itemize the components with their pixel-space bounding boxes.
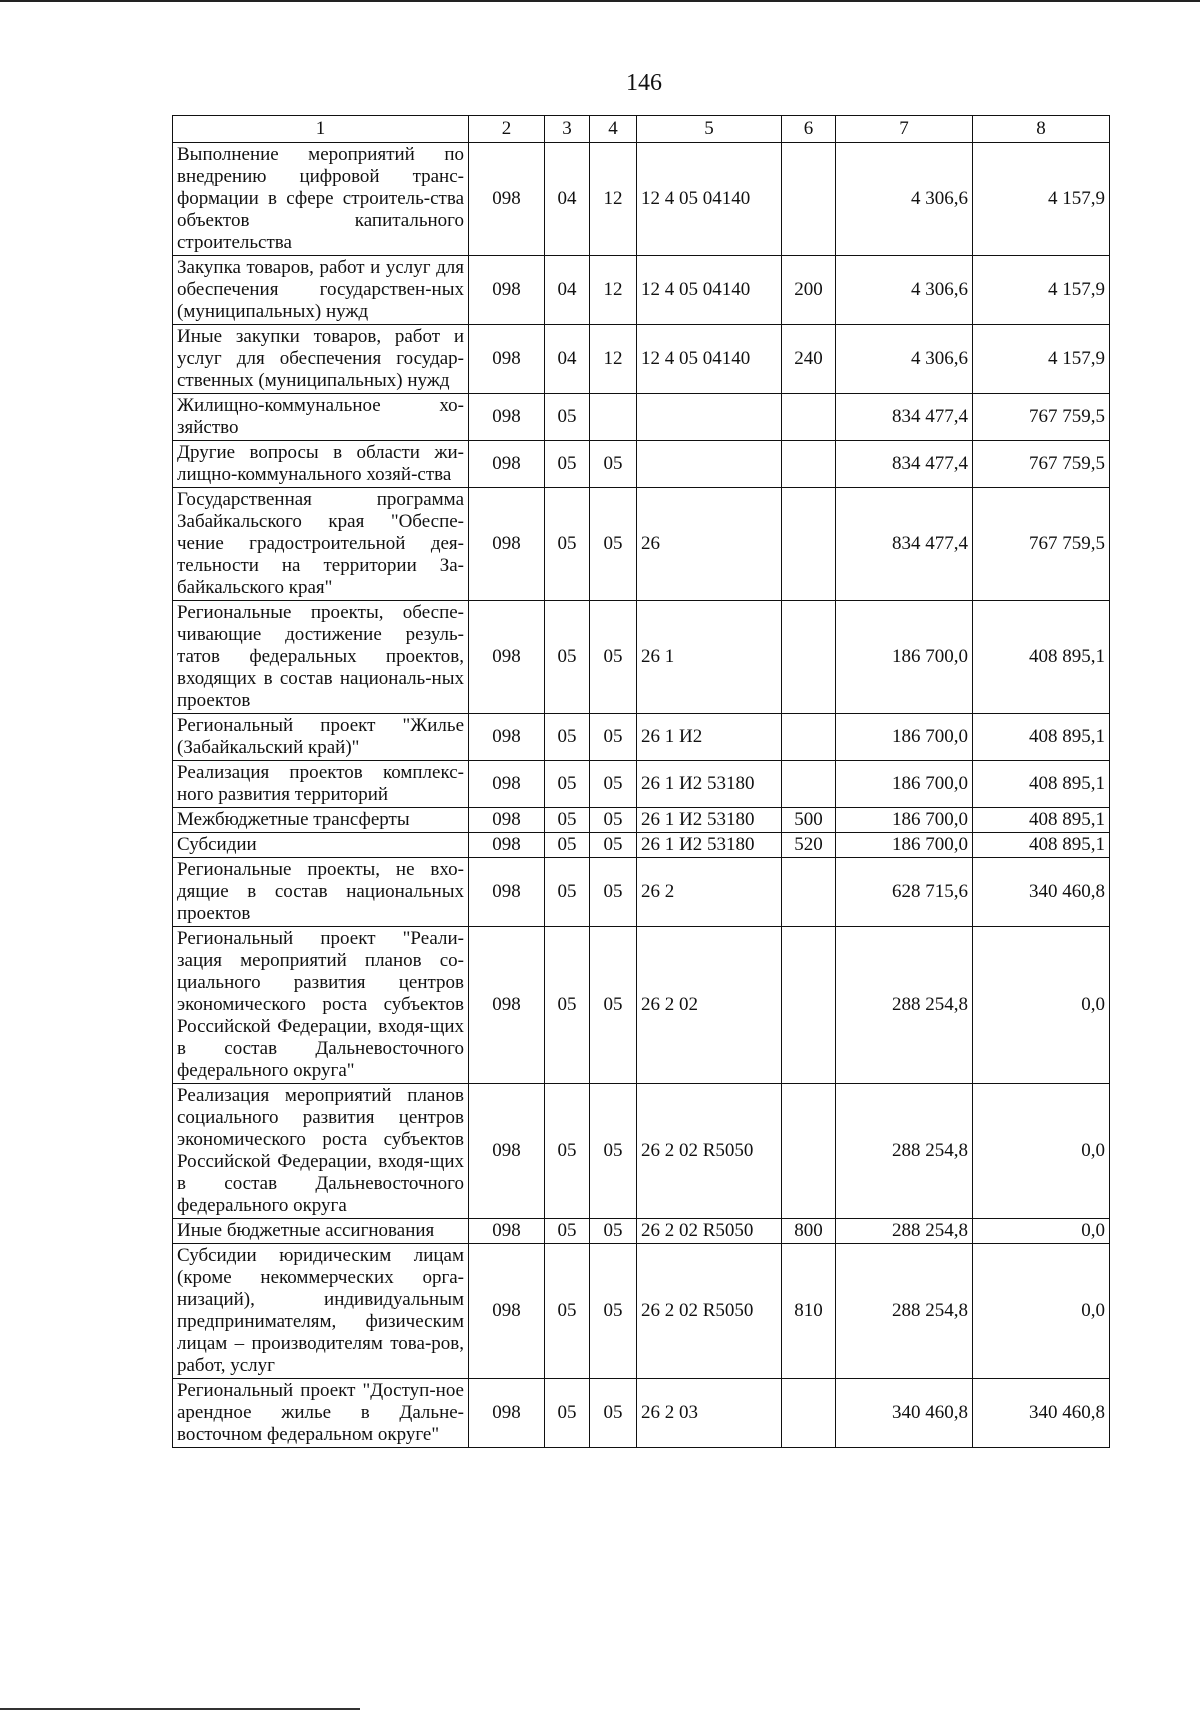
item-name: Региональные проекты, обеспе-чивающие достижение резуль-татов федеральных проектов, входящих в состав националь-ных проектов <box>173 601 469 714</box>
section-code: 05 <box>545 927 590 1084</box>
table-row <box>173 858 1110 927</box>
section-code: 04 <box>545 256 590 325</box>
amount-col8: 4 157,9 <box>973 256 1110 325</box>
column-header: 4 <box>590 116 637 143</box>
item-name: Региональный проект "Жилье (Забайкальский край)" <box>173 714 469 761</box>
amount-col7: 186 700,0 <box>836 761 973 808</box>
scan-edge-bottom <box>0 1708 360 1710</box>
ministry-code: 098 <box>469 488 545 601</box>
section-code: 04 <box>545 143 590 256</box>
ministry-code: 098 <box>469 143 545 256</box>
subsection-code <box>590 394 637 441</box>
table-row <box>173 1244 1110 1379</box>
item-name: Субсидии юридическим лицам (кроме некоммерческих орга-низаций), индивидуальным предпринимателям, физическим лицам – производителям това-ров, работ, услуг <box>173 1244 469 1379</box>
budget-table <box>172 115 1110 1448</box>
column-header: 1 <box>173 116 469 143</box>
table-row <box>173 1084 1110 1219</box>
amount-col7: 288 254,8 <box>836 927 973 1084</box>
subsection-code: 05 <box>590 1084 637 1219</box>
target-article <box>637 394 782 441</box>
column-header: 5 <box>637 116 782 143</box>
target-article: 26 2 03 <box>637 1379 782 1448</box>
subsection-code: 05 <box>590 808 637 833</box>
section-code: 05 <box>545 1084 590 1219</box>
section-code: 05 <box>545 488 590 601</box>
expense-type <box>782 1379 836 1448</box>
item-name: Другие вопросы в области жи-лищно-коммунального хозяй-ства <box>173 441 469 488</box>
item-name: Региональные проекты, не вхо-дящие в состав национальных проектов <box>173 858 469 927</box>
target-article: 26 1 И2 <box>637 714 782 761</box>
amount-col7: 834 477,4 <box>836 441 973 488</box>
target-article: 26 2 02 R5050 <box>637 1084 782 1219</box>
expense-type: 240 <box>782 325 836 394</box>
ministry-code: 098 <box>469 1379 545 1448</box>
column-header: 8 <box>973 116 1110 143</box>
target-article: 26 1 <box>637 601 782 714</box>
amount-col7: 186 700,0 <box>836 833 973 858</box>
amount-col8: 408 895,1 <box>973 833 1110 858</box>
section-code: 05 <box>545 761 590 808</box>
amount-col8: 0,0 <box>973 1084 1110 1219</box>
subsection-code: 05 <box>590 441 637 488</box>
amount-col7: 288 254,8 <box>836 1084 973 1219</box>
subsection-code: 05 <box>590 858 637 927</box>
amount-col8: 340 460,8 <box>973 1379 1110 1448</box>
item-name: Иные закупки товаров, работ и услуг для обеспечения государ-ственных (муниципальных) нужд <box>173 325 469 394</box>
item-name: Региональный проект "Доступ-ное арендное жилье в Дальне-восточном федеральном округе" <box>173 1379 469 1448</box>
section-code: 05 <box>545 1379 590 1448</box>
subsection-code: 05 <box>590 714 637 761</box>
ministry-code: 098 <box>469 325 545 394</box>
subsection-code: 05 <box>590 1244 637 1379</box>
section-code: 05 <box>545 858 590 927</box>
target-article <box>637 441 782 488</box>
subsection-code: 12 <box>590 256 637 325</box>
target-article: 26 2 02 R5050 <box>637 1219 782 1244</box>
column-header: 6 <box>782 116 836 143</box>
amount-col8: 767 759,5 <box>973 441 1110 488</box>
item-name: Закупка товаров, работ и услуг для обеспечения государствен-ных (муниципальных) нужд <box>173 256 469 325</box>
amount-col7: 628 715,6 <box>836 858 973 927</box>
table-row <box>173 441 1110 488</box>
subsection-code: 05 <box>590 601 637 714</box>
target-article: 26 2 02 <box>637 927 782 1084</box>
subsection-code: 05 <box>590 1219 637 1244</box>
section-code: 05 <box>545 808 590 833</box>
table-row <box>173 256 1110 325</box>
item-name: Реализация мероприятий планов социального развития центров экономического роста субъектов Российской Федерации, входя-щих в состав Дальневосточного федерального округа <box>173 1084 469 1219</box>
subsection-code: 05 <box>590 927 637 1084</box>
section-code: 05 <box>545 833 590 858</box>
amount-col8: 340 460,8 <box>973 858 1110 927</box>
item-name: Межбюджетные трансферты <box>173 808 469 833</box>
expense-type: 800 <box>782 1219 836 1244</box>
ministry-code: 098 <box>469 1244 545 1379</box>
expense-type <box>782 714 836 761</box>
scan-edge-top <box>0 0 1200 2</box>
column-number-row <box>173 116 1110 143</box>
expense-type <box>782 761 836 808</box>
ministry-code: 098 <box>469 441 545 488</box>
target-article: 12 4 05 04140 <box>637 325 782 394</box>
target-article: 26 1 И2 53180 <box>637 833 782 858</box>
amount-col7: 4 306,6 <box>836 143 973 256</box>
expense-type <box>782 488 836 601</box>
ministry-code: 098 <box>469 833 545 858</box>
item-name: Иные бюджетные ассигнования <box>173 1219 469 1244</box>
ministry-code: 098 <box>469 858 545 927</box>
amount-col8: 4 157,9 <box>973 143 1110 256</box>
expense-type <box>782 927 836 1084</box>
table-row <box>173 394 1110 441</box>
table-row <box>173 601 1110 714</box>
table-row <box>173 488 1110 601</box>
page-number: 146 <box>626 70 662 96</box>
section-code: 05 <box>545 714 590 761</box>
table-row <box>173 833 1110 858</box>
amount-col7: 834 477,4 <box>836 488 973 601</box>
table-row <box>173 1379 1110 1448</box>
amount-col7: 340 460,8 <box>836 1379 973 1448</box>
expense-type: 810 <box>782 1244 836 1379</box>
amount-col8: 4 157,9 <box>973 325 1110 394</box>
expense-type: 500 <box>782 808 836 833</box>
amount-col8: 408 895,1 <box>973 601 1110 714</box>
table-row <box>173 714 1110 761</box>
section-code: 05 <box>545 1244 590 1379</box>
expense-type <box>782 1084 836 1219</box>
subsection-code: 05 <box>590 833 637 858</box>
column-header: 2 <box>469 116 545 143</box>
target-article: 26 1 И2 53180 <box>637 808 782 833</box>
expense-type <box>782 441 836 488</box>
section-code: 04 <box>545 325 590 394</box>
target-article: 26 2 02 R5050 <box>637 1244 782 1379</box>
item-name: Региональный проект "Реали-зация мероприятий планов со-циального развития центров экономического роста субъектов Российской Федерации, входя-щих в состав Дальневосточного федерального округа" <box>173 927 469 1084</box>
subsection-code: 12 <box>590 143 637 256</box>
amount-col7: 186 700,0 <box>836 714 973 761</box>
amount-col8: 408 895,1 <box>973 808 1110 833</box>
amount-col8: 767 759,5 <box>973 394 1110 441</box>
table-row <box>173 927 1110 1084</box>
amount-col7: 186 700,0 <box>836 808 973 833</box>
target-article: 12 4 05 04140 <box>637 256 782 325</box>
section-code: 05 <box>545 1219 590 1244</box>
expense-type <box>782 601 836 714</box>
ministry-code: 098 <box>469 714 545 761</box>
section-code: 05 <box>545 601 590 714</box>
ministry-code: 098 <box>469 761 545 808</box>
amount-col8: 767 759,5 <box>973 488 1110 601</box>
amount-col7: 4 306,6 <box>836 256 973 325</box>
table-row <box>173 761 1110 808</box>
expense-type: 200 <box>782 256 836 325</box>
ministry-code: 098 <box>469 808 545 833</box>
amount-col7: 288 254,8 <box>836 1219 973 1244</box>
table-row <box>173 1219 1110 1244</box>
item-name: Субсидии <box>173 833 469 858</box>
expense-type: 520 <box>782 833 836 858</box>
target-article: 26 <box>637 488 782 601</box>
amount-col7: 834 477,4 <box>836 394 973 441</box>
ministry-code: 098 <box>469 256 545 325</box>
subsection-code: 05 <box>590 488 637 601</box>
ministry-code: 098 <box>469 394 545 441</box>
item-name: Государственная программа Забайкальского края "Обеспе-чение градостроительной дея-тельности на территории За-байкальского края" <box>173 488 469 601</box>
ministry-code: 098 <box>469 1084 545 1219</box>
ministry-code: 098 <box>469 601 545 714</box>
column-header: 7 <box>836 116 973 143</box>
amount-col8: 408 895,1 <box>973 714 1110 761</box>
subsection-code: 05 <box>590 761 637 808</box>
ministry-code: 098 <box>469 1219 545 1244</box>
amount-col8: 0,0 <box>973 1219 1110 1244</box>
target-article: 26 2 <box>637 858 782 927</box>
table-row <box>173 808 1110 833</box>
amount-col7: 4 306,6 <box>836 325 973 394</box>
item-name: Реализация проектов комплекс-ного развития территорий <box>173 761 469 808</box>
expense-type <box>782 394 836 441</box>
subsection-code: 05 <box>590 1379 637 1448</box>
ministry-code: 098 <box>469 927 545 1084</box>
amount-col7: 186 700,0 <box>836 601 973 714</box>
target-article: 12 4 05 04140 <box>637 143 782 256</box>
column-header: 3 <box>545 116 590 143</box>
section-code: 05 <box>545 394 590 441</box>
section-code: 05 <box>545 441 590 488</box>
amount-col7: 288 254,8 <box>836 1244 973 1379</box>
target-article: 26 1 И2 53180 <box>637 761 782 808</box>
expense-type <box>782 858 836 927</box>
table-row <box>173 143 1110 256</box>
expense-type <box>782 143 836 256</box>
subsection-code: 12 <box>590 325 637 394</box>
amount-col8: 408 895,1 <box>973 761 1110 808</box>
amount-col8: 0,0 <box>973 927 1110 1084</box>
item-name: Жилищно-коммунальное хо-зяйство <box>173 394 469 441</box>
item-name: Выполнение мероприятий по внедрению цифровой транс-формации в сфере строитель-ства объектов капитального строительства <box>173 143 469 256</box>
amount-col8: 0,0 <box>973 1244 1110 1379</box>
table-row <box>173 325 1110 394</box>
